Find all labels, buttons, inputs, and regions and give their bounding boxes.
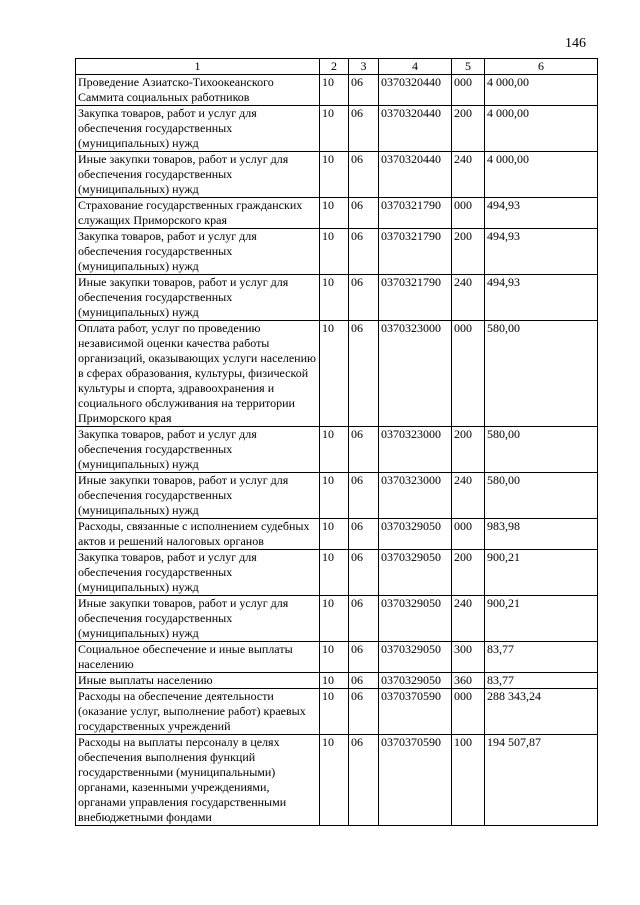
row-amount-cell: 580,00 [485, 473, 598, 519]
row-amount-cell: 4 000,00 [485, 152, 598, 198]
row-target-article-cell: 0370323000 [379, 427, 452, 473]
row-section-cell: 10 [320, 642, 349, 673]
row-name-cell: Социальное обеспечение и иные выплаты населению [76, 642, 320, 673]
row-expense-type-cell: 000 [452, 198, 485, 229]
header-col-2: 2 [320, 59, 349, 75]
row-amount-cell: 288 343,24 [485, 689, 598, 735]
row-expense-type-cell: 000 [452, 321, 485, 427]
table-row [76, 735, 598, 826]
header-col-1: 1 [76, 59, 320, 75]
row-subsection-cell: 06 [349, 427, 379, 473]
row-expense-type-cell: 200 [452, 106, 485, 152]
row-subsection-cell: 06 [349, 596, 379, 642]
table-header-row [76, 59, 598, 75]
row-section-cell: 10 [320, 673, 349, 689]
row-section-cell: 10 [320, 735, 349, 826]
row-name-cell: Страхование государственных гражданских служащих Приморского края [76, 198, 320, 229]
row-amount-cell: 900,21 [485, 550, 598, 596]
row-name-cell: Закупка товаров, работ и услуг для обеспечения государственных (муниципальных) нужд [76, 427, 320, 473]
header-col-5: 5 [452, 59, 485, 75]
row-name-cell: Закупка товаров, работ и услуг для обеспечения государственных (муниципальных) нужд [76, 106, 320, 152]
row-section-cell: 10 [320, 229, 349, 275]
row-target-article-cell: 0370320440 [379, 106, 452, 152]
row-subsection-cell: 06 [349, 642, 379, 673]
row-target-article-cell: 0370329050 [379, 596, 452, 642]
row-section-cell: 10 [320, 596, 349, 642]
row-target-article-cell: 0370370590 [379, 735, 452, 826]
row-subsection-cell: 06 [349, 152, 379, 198]
row-subsection-cell: 06 [349, 550, 379, 596]
budget-table [75, 58, 598, 826]
row-target-article-cell: 0370320440 [379, 75, 452, 106]
row-expense-type-cell: 000 [452, 689, 485, 735]
row-section-cell: 10 [320, 473, 349, 519]
row-name-cell: Расходы, связанные с исполнением судебных актов и решений налоговых органов [76, 519, 320, 550]
table-row [76, 689, 598, 735]
row-section-cell: 10 [320, 519, 349, 550]
row-subsection-cell: 06 [349, 689, 379, 735]
row-name-cell: Проведение Азиатско-Тихоокеанского Саммита социальных работников [76, 75, 320, 106]
row-name-cell: Иные закупки товаров, работ и услуг для обеспечения государственных (муниципальных) нужд [76, 275, 320, 321]
table-row [76, 427, 598, 473]
row-subsection-cell: 06 [349, 198, 379, 229]
row-expense-type-cell: 240 [452, 473, 485, 519]
table-row [76, 152, 598, 198]
row-section-cell: 10 [320, 321, 349, 427]
row-target-article-cell: 0370321790 [379, 198, 452, 229]
table-row [76, 596, 598, 642]
row-expense-type-cell: 000 [452, 519, 485, 550]
row-name-cell: Иные закупки товаров, работ и услуг для обеспечения государственных (муниципальных) нужд [76, 152, 320, 198]
row-name-cell: Закупка товаров, работ и услуг для обеспечения государственных (муниципальных) нужд [76, 229, 320, 275]
row-section-cell: 10 [320, 75, 349, 106]
row-subsection-cell: 06 [349, 473, 379, 519]
row-amount-cell: 83,77 [485, 642, 598, 673]
row-section-cell: 10 [320, 198, 349, 229]
row-amount-cell: 4 000,00 [485, 106, 598, 152]
row-expense-type-cell: 200 [452, 550, 485, 596]
row-expense-type-cell: 300 [452, 642, 485, 673]
table-row [76, 229, 598, 275]
row-subsection-cell: 06 [349, 229, 379, 275]
row-name-cell: Расходы на выплаты персоналу в целях обеспечения выполнения функций государственными (муниципальными) органами, казенными учреждениями, органами управления государственными внебюджетными фондами [76, 735, 320, 826]
row-target-article-cell: 0370323000 [379, 321, 452, 427]
row-name-cell: Иные закупки товаров, работ и услуг для обеспечения государственных (муниципальных) нужд [76, 596, 320, 642]
row-target-article-cell: 0370321790 [379, 275, 452, 321]
header-col-6: 6 [485, 59, 598, 75]
row-expense-type-cell: 360 [452, 673, 485, 689]
row-section-cell: 10 [320, 427, 349, 473]
row-section-cell: 10 [320, 550, 349, 596]
row-target-article-cell: 0370329050 [379, 550, 452, 596]
row-target-article-cell: 0370320440 [379, 152, 452, 198]
row-subsection-cell: 06 [349, 321, 379, 427]
row-expense-type-cell: 200 [452, 229, 485, 275]
row-amount-cell: 494,93 [485, 198, 598, 229]
row-subsection-cell: 06 [349, 735, 379, 826]
row-target-article-cell: 0370321790 [379, 229, 452, 275]
table-row [76, 106, 598, 152]
row-amount-cell: 83,77 [485, 673, 598, 689]
row-name-cell: Расходы на обеспечение деятельности (оказание услуг, выполнение работ) краевых государственных учреждений [76, 689, 320, 735]
table-row [76, 198, 598, 229]
row-target-article-cell: 0370370590 [379, 689, 452, 735]
table-row [76, 673, 598, 689]
row-section-cell: 10 [320, 106, 349, 152]
row-section-cell: 10 [320, 152, 349, 198]
row-name-cell: Иные выплаты населению [76, 673, 320, 689]
row-expense-type-cell: 240 [452, 596, 485, 642]
row-section-cell: 10 [320, 275, 349, 321]
row-target-article-cell: 0370329050 [379, 519, 452, 550]
table-row [76, 550, 598, 596]
row-section-cell: 10 [320, 689, 349, 735]
row-subsection-cell: 06 [349, 75, 379, 106]
row-expense-type-cell: 100 [452, 735, 485, 826]
table-row [76, 275, 598, 321]
table-row [76, 321, 598, 427]
row-subsection-cell: 06 [349, 673, 379, 689]
row-name-cell: Закупка товаров, работ и услуг для обеспечения государственных (муниципальных) нужд [76, 550, 320, 596]
row-expense-type-cell: 240 [452, 275, 485, 321]
page-number: 146 [565, 36, 586, 51]
table-row [76, 473, 598, 519]
row-amount-cell: 580,00 [485, 427, 598, 473]
row-amount-cell: 900,21 [485, 596, 598, 642]
row-amount-cell: 4 000,00 [485, 75, 598, 106]
row-amount-cell: 494,93 [485, 275, 598, 321]
row-amount-cell: 194 507,87 [485, 735, 598, 826]
row-expense-type-cell: 000 [452, 75, 485, 106]
row-name-cell: Иные закупки товаров, работ и услуг для обеспечения государственных (муниципальных) нужд [76, 473, 320, 519]
row-amount-cell: 983,98 [485, 519, 598, 550]
row-amount-cell: 580,00 [485, 321, 598, 427]
header-col-3: 3 [349, 59, 379, 75]
row-expense-type-cell: 200 [452, 427, 485, 473]
table-row [76, 75, 598, 106]
row-expense-type-cell: 240 [452, 152, 485, 198]
row-target-article-cell: 0370323000 [379, 473, 452, 519]
row-subsection-cell: 06 [349, 275, 379, 321]
row-amount-cell: 494,93 [485, 229, 598, 275]
row-target-article-cell: 0370329050 [379, 673, 452, 689]
header-col-4: 4 [379, 59, 452, 75]
row-subsection-cell: 06 [349, 106, 379, 152]
table-row [76, 519, 598, 550]
table-row [76, 642, 598, 673]
row-target-article-cell: 0370329050 [379, 642, 452, 673]
row-subsection-cell: 06 [349, 519, 379, 550]
row-name-cell: Оплата работ, услуг по проведению независимой оценки качества работы организаций, оказывающих услуги населению в сферах образования, культуры, физической культуры и спорта, здравоохранения и социального обслуживания на территории Приморского края [76, 321, 320, 427]
